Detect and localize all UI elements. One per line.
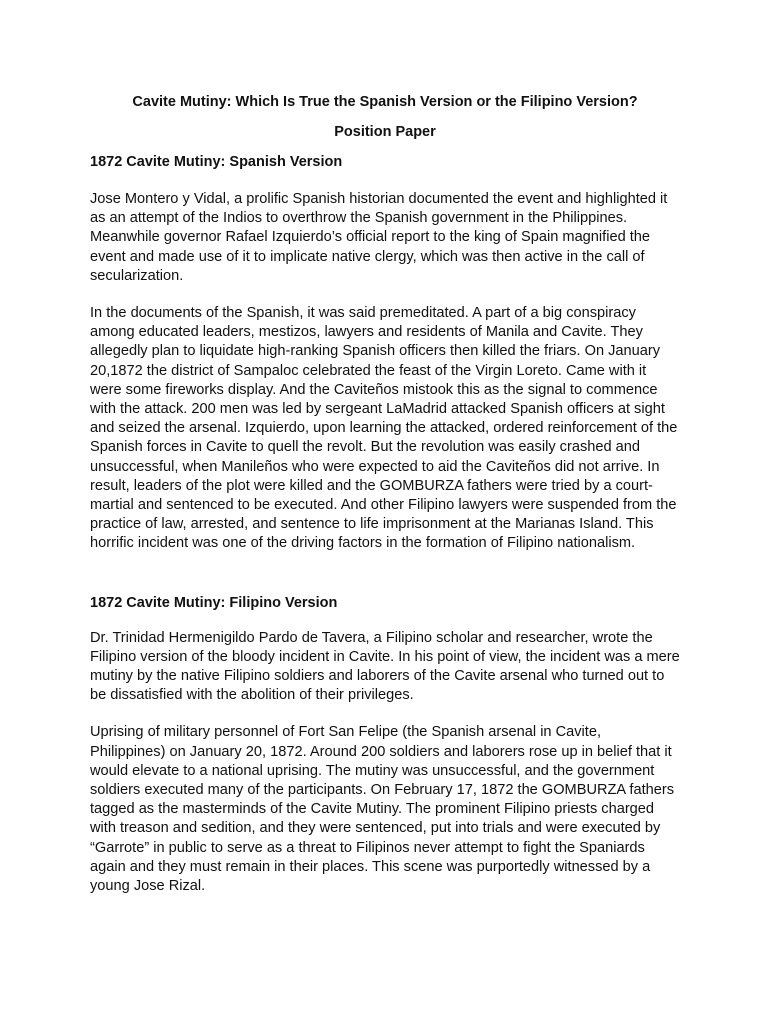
document-body [90,92,680,896]
document-title: Cavite Mutiny: Which Is True the Spanish Version or the Filipino Version? [132,94,638,110]
paragraph-montero-izquierdo: Jose Montero y Vidal, a prolific Spanish historian documented the event and highlighted it as an attempt of the Indios to overthrow the Spanish government in the Philippines. Meanwhile governor Rafael Izquierdo’s official report to the king of Spain magnified the event and made use of it to implicate native clergy, which was then active in the call of secularization. [90,191,668,284]
document-subtitle: Position Paper [334,124,436,140]
paragraph-pardo-de-tavera: Dr. Trinidad Hermenigildo Pardo de Tavera, a Filipino scholar and researcher, wrote the Filipino version of the bloody incident in Cavite. In his point of view, the incident was a mere mutiny by the native Filipino soldiers and laborers of the Cavite arsenal who turned out to be dissatisfied with the abolition of their privileges. [90,629,680,704]
section-heading-spanish-version: 1872 Cavite Mutiny: Spanish Version [90,154,343,170]
section-heading-filipino-version: 1872 Cavite Mutiny: Filipino Version [90,594,338,611]
paragraph-fort-san-felipe-uprising: Uprising of military personnel of Fort San Felipe (the Spanish arsenal in Cavite, Philippines) on January 20, 1872. Around 200 soldiers and laborers rose up in belief that it would elevate to a national uprising. The mutiny was unsuccessful, and the government soldiers executed many of the participants. On February 17, 1872 the GOMBURZA fathers tagged as the masterminds of the Cavite Mutiny. The prominent Filipino priests charged with treason and sedition, and they were sentenced, put into trials and were executed by “Garrote” in public to serve as a threat to Filipinos never attempt to fight the Spaniards again and they must remain in their places. This scene was purportedly witnessed by a young Jose Rizal. [90,724,675,895]
paragraph-spanish-documents: In the documents of the Spanish, it was said premeditated. A part of a big conspiracy among educated leaders, mestizos, lawyers and residents of Manila and Cavite. They allegedly plan to liquidate high-ranking Spanish officers then killed the friars. On January 20,1872 the district of Sampaloc celebrated the feast of the Virgin Loreto. Came with it were some fireworks display. And the Caviteños mistook this as the signal to commence with the attack. 200 men was led by sergeant LaMadrid attacked Spanish officers at sight and seized the arsenal. Izquierdo, upon learning the attacked, ordered reinforcement of the Spanish forces in Cavite to quell the revolt. But the revolution was easily crashed and unsuccessful, when Manileños who were expected to aid the Caviteños did not arrive. In result, leaders of the plot were killed and the GOMBURZA fathers were tried by a court-martial and sentenced to be executed. And other Filipino lawyers were suspended from the practice of law, arrested, and sentence to life imprisonment at the Marianas Island. This horrific incident was one of the driving factors in the formation of Filipino nationalism. [90,305,678,552]
